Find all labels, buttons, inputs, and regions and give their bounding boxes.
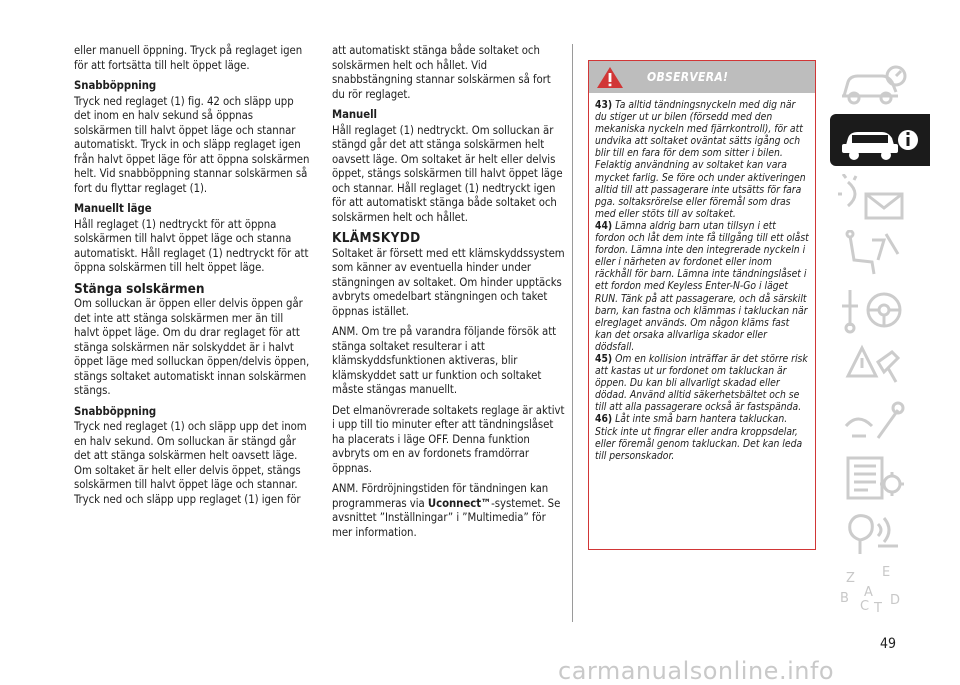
text: ANM. Fördröjningstiden för tändningen kan programmeras via [332,482,549,510]
warning-text: Ta alltid tändningsnyckeln med dig när du stiger ut ur bilen (försedd med den mekaniska nyckeln med fjärrkontroll), för att undvika att soltaket oväntat sätts igång och blir till en fara för dem som sitter i bilen. Felaktig användning av soltaket kan vara mycket farlig. Se före och under aktiveringen alltid till att passagerare inte utsätts för fara pga. soltaksrörelse eller föremål som dras med eller stöts till av soltaket. [595,99,806,220]
multimedia-icon [838,510,910,558]
heading-stanga-solskarmen: Stänga solskärmen [74,280,205,297]
column-divider [572,44,573,622]
nav-item-emergency[interactable] [830,338,930,390]
warning-text: Om en kollision inträffar är det större risk att kastas ut ur fordonet om takluckan är öppen. Du kan bli allvarligt skadad eller dödad. Använd alltid säkerhetsbältet och se till att alla passagerare också är fastspända. [595,352,808,414]
middle-text-column [332,44,566,546]
index-letter: A [864,585,873,600]
lights-message-icon [838,174,910,222]
paragraph: eller manuell öppning. Tryck på reglaget igen för att fortsätta till helt öppet läge. [74,44,303,72]
warning-number: 43) [595,99,613,111]
warning-title: OBSERVERA! [647,70,729,84]
nav-item-safety[interactable] [830,226,930,278]
subheading-manuellt-lage: Manuellt läge [74,202,152,215]
warning-text: Lämna aldrig barn utan tillsyn i ett fordon och låt dem inte få tillgång till ett olåst fordon. Lämna inte den integrerade nyckeln i eller i närheten av fordonet eller inom räckhåll för barn. Lämna inte tändningslåset i ett fordon med Keyless Enter-N-Go i läget RUN. Tänk på att passagerare, och då särskilt barn, kan fastna och klämmas i takluckan när elreglaget används. Om någon kläms fast kan det orsaka allvarliga skador eller dödsfall. [595,219,809,353]
text: -systemet. Se avsnittet ”Inställningar” i ”Multimedia” för mer information. [332,496,561,539]
warning-number: 45) [595,352,613,365]
index-letter: Z [846,571,855,586]
maintenance-icon [838,398,910,446]
nav-item-car-info[interactable] [830,114,930,166]
paragraph: Tryck ned reglaget (1) fig. 42 och släpp upp det inom en halv sekund så öppnas solskärmen till halvt öppet läge och stannar automatiskt. Tryck in och släpp reglaget igen från halvt öppet läge för att öppna solskärmen helt. Vid snabböppning stannar solskärmen så fort du flyttar reglaget (1). [74,94,310,195]
subheading-snabboppning-2: Snabböppning [74,404,157,418]
page-number: 49 [880,636,897,652]
warning-number: 46) [595,413,613,426]
subheading-snabboppning: Snabböppning [74,79,157,92]
paragraph: Det elmanövrerade soltakets reglage är aktivt i upp till tio minuter efter att tändningslåset ha placerats i läge OFF. Denna funktion avbryts om en av fordonets framdörrar öppnas. [332,403,565,475]
nav-item-start[interactable] [830,282,930,334]
technical-data-icon [838,454,910,502]
watermark: carmanualsonline.info [558,657,835,685]
warning-box [588,60,816,550]
nav-item-dashboard[interactable] [830,58,930,110]
nav-item-technical[interactable] [830,450,930,502]
start-drive-icon [838,286,910,334]
warning-item [595,413,809,461]
nav-item-lights[interactable] [830,170,930,222]
warning-text: Låt inte små barn hantera takluckan. Stick inte ut fingrar eller andra kroppsdelar, eller föremål genom takluckan. Det kan leda till personskador. [595,413,803,462]
paragraph: Soltaket är försett med ett klämskyddssystem som känner av eventuella hinder under stängningen av soltaket. Om hinder upptäcks avbryts omedelbart stängningen och taket öppnas istället. [332,246,565,318]
car-info-icon [838,118,918,162]
warning-item [595,99,809,220]
seat-airbag-icon [838,230,910,278]
warning-header [589,61,815,93]
index-letter: D [890,593,901,608]
warning-item [595,220,809,353]
nav-item-index[interactable] [830,562,930,614]
left-text-column [74,44,310,513]
car-dashboard-icon [838,62,910,106]
subheading-manuell: Manuell [332,108,377,121]
heading-klamskydd: KLÄMSKYDD [332,230,421,246]
paragraph: att automatiskt stänga både soltaket och solskärmen helt och hållet. Vid snabbstängning stannar solskärmen så fort du rör reglaget. [332,44,551,101]
warning-number: 44) [595,219,613,232]
nav-item-maintenance[interactable] [830,394,930,446]
uconnect-label: Uconnect™ [427,496,492,510]
paragraph [332,482,566,540]
warning-body [589,93,815,462]
paragraph: Håll reglaget (1) nedtryckt. Om solluckan är stängd går det att stänga solskärmen helt oavsett läge. Om soltaket är helt eller delvis öppet, stängs solskärmen till halvt öppet läge och stannar. Håll reglaget (1) nedtryckt igen för att automatiskt stänga både soltaket och solskärmen helt och hållet. [332,123,563,224]
index-letter: B [840,591,849,606]
paragraph: ANM. Om tre på varandra följande försök att stänga soltaket resulterar i att klämskyddsfunktionen aktiveras, blir klämskyddet satt ur funktion och soltaket måste stängas manuellt. [332,325,557,396]
paragraph: Om solluckan är öppen eller delvis öppen går det inte att stänga solskärmen mer än till halvt öppet läge. Om du drar reglaget för att stänga solskärmen när solskyddet är i halvt öppet läge med solluckan öppen/delvis öppen, stängs soltaket automatiskt innan solskärmen stängs. [74,297,310,397]
index-icon [838,566,910,614]
index-letter: E [882,566,891,580]
index-letter: T [874,601,882,614]
paragraph: Tryck ned reglaget (1) och släpp upp det inom en halv sekund. Om solluckan är stängd går det att stänga solskärmen helt oavsett läge. Om soltaket är helt eller delvis öppet, stängs solskärmen till halvt öppet läge och stannar. Tryck ned och släpp upp reglaget (1) igen för [74,420,307,506]
warning-item [595,353,809,413]
warning-triangle-icon [595,65,625,90]
index-letter: C [860,599,870,614]
nav-item-multimedia[interactable] [830,506,930,558]
emergency-icon [838,342,910,390]
paragraph: Håll reglaget (1) nedtryckt för att öppna solskärmen till halvt öppet läge och stanna automatiskt. Håll reglaget (1) nedtryckt för att öppna solskärmen till helt öppet läge. [74,217,309,274]
